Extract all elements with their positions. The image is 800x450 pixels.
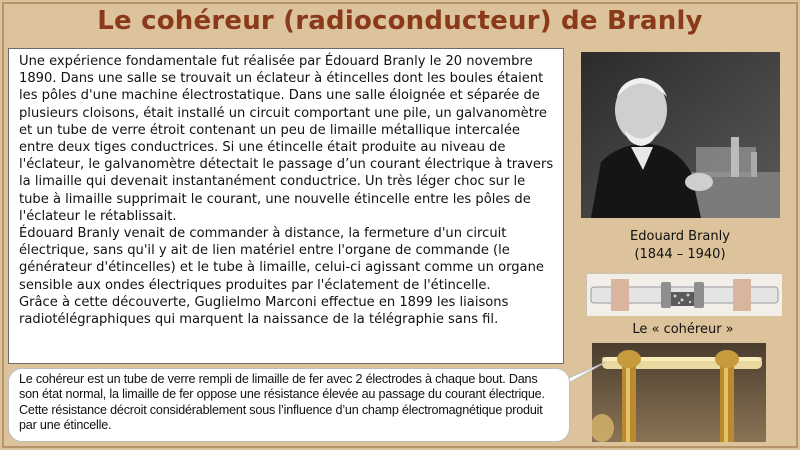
coherer-caption: Le « cohéreur » — [632, 322, 734, 337]
bubble-text: Le cohéreur est un tube de verre rempli de limaille de fer avec 2 électrodes à chaque bout. Dans son état normal, la limaille de fer oppose une résistance élevée au passage du courant électrique. Cette résistance décroit considérablement sous l’influence d’un champ électromagnétique produit par une étincelle. — [19, 372, 545, 433]
portrait-caption-dates: (1844 – 1940) — [634, 247, 726, 262]
slide-title: Le cohéreur (radioconducteur) de Branly — [97, 6, 703, 36]
main-text-box — [8, 48, 564, 364]
coherer-illustration — [586, 273, 781, 315]
coherer-explanation-bubble — [8, 368, 570, 442]
coherer-photo — [592, 343, 766, 442]
portrait-illustration — [581, 52, 780, 218]
main-text-paragraph-3: Grâce à cette découverte, Guglielmo Marconi effectue en 1899 les liaisons radiotélégraphiques qui marquent la naissance de la télégraphie sans fil. — [19, 294, 509, 328]
portrait-caption-name: Edouard Branly — [630, 229, 730, 244]
branly-portrait — [581, 52, 780, 218]
coherer-diagram — [587, 274, 782, 316]
portrait-caption — [600, 228, 760, 264]
main-text-paragraph-1: Une expérience fondamentale fut réalisée par Édouard Branly le 20 novembre 1890. Dans une salle se trouvait un éclateur à étincelles dont les boules étaient les pôles d'une machine électrostatique. Dans une salle éloignée et séparée de plusieurs cloisons, était installé un circuit comportant une pile, un galvanomètre et un tube de verre étroit contenant un peu de limaille métallique intercalée entre deux tiges conductrices. Si une étincelle était produite au niveau de l'éclateur, le galvanomètre détectait le passage d’un courant électrique à travers la limaille qui devenait instantanément conductrice. Un très léger choc sur le tube à limaille supprimait le courant, une nouvelle étincelle entre les pôles de l'éclateur le rétablissait. — [19, 54, 554, 224]
coherer-photo-illustration — [592, 343, 766, 442]
main-text-paragraph-2: Édouard Branly venait de commander à distance, la fermeture d'un circuit électrique, sans qu'il y ait de lien matériel entre l'organe de commande (le générateur d'étincelles) et le tube à limaille, celui-ci agissant comme un organe sensible aux ondes électriques produites par l'éclatement de l'étincelle. — [19, 226, 544, 293]
